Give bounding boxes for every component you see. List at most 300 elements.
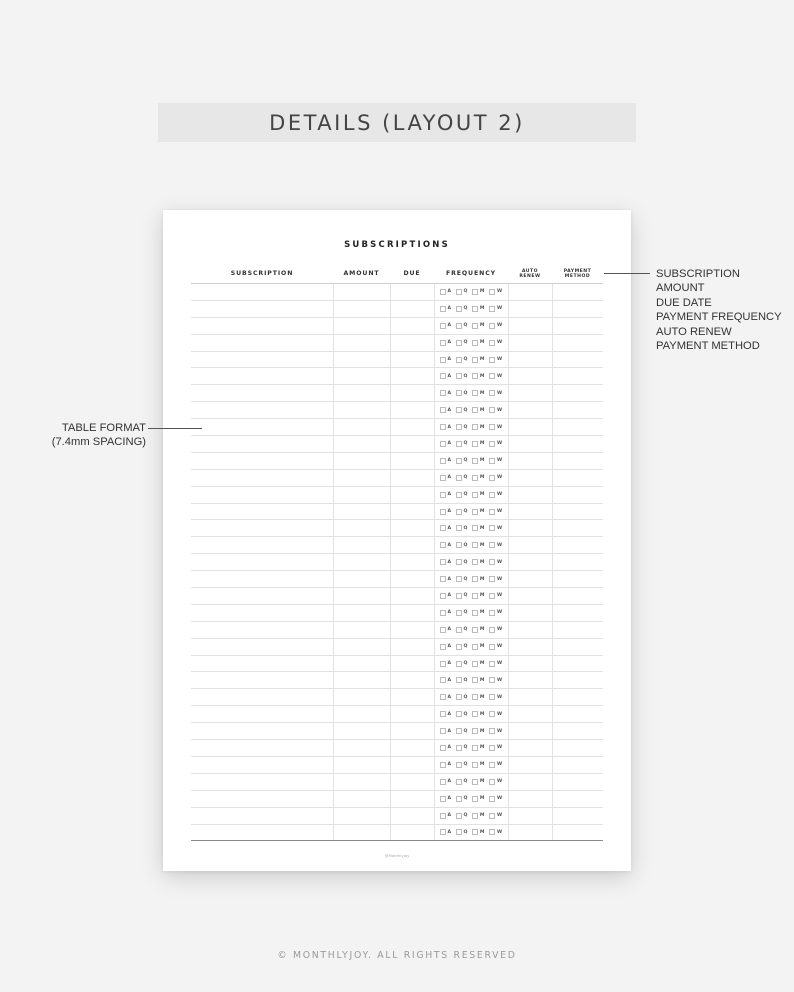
checkbox[interactable] (472, 475, 478, 481)
checkbox[interactable] (472, 796, 478, 802)
checkbox[interactable] (456, 373, 462, 379)
checkbox[interactable] (456, 627, 462, 633)
frequency-option[interactable] (440, 357, 451, 363)
frequency-option[interactable] (472, 357, 484, 363)
table-row[interactable] (191, 588, 603, 605)
frequency-options (434, 520, 508, 536)
frequency-option[interactable] (456, 424, 467, 430)
frequency-option[interactable] (440, 644, 451, 650)
checkbox[interactable] (489, 475, 495, 481)
frequency-option[interactable] (489, 796, 502, 802)
frequency-option[interactable] (472, 559, 484, 565)
frequency-option[interactable] (489, 390, 502, 396)
frequency-option[interactable] (440, 373, 451, 379)
frequency-option[interactable] (489, 373, 502, 379)
checkbox[interactable] (456, 390, 462, 396)
checkbox[interactable] (489, 441, 495, 447)
table-row[interactable] (191, 808, 603, 825)
frequency-option[interactable] (472, 340, 484, 346)
frequency-option[interactable] (472, 323, 484, 329)
frequency-option[interactable] (472, 576, 484, 582)
checkbox[interactable] (440, 644, 446, 650)
checkbox[interactable] (456, 745, 462, 751)
checkbox[interactable] (472, 357, 478, 363)
checkbox[interactable] (440, 728, 446, 734)
checkbox[interactable] (440, 576, 446, 582)
frequency-option[interactable] (440, 525, 451, 531)
frequency-option[interactable] (456, 829, 467, 835)
table-row[interactable] (191, 318, 603, 335)
checkbox[interactable] (440, 711, 446, 717)
checkbox[interactable] (440, 289, 446, 295)
table-row[interactable] (191, 520, 603, 537)
frequency-option[interactable] (456, 745, 467, 751)
checkbox[interactable] (456, 340, 462, 346)
checkbox[interactable] (472, 829, 478, 835)
checkbox[interactable] (472, 441, 478, 447)
frequency-option[interactable] (472, 745, 484, 751)
table-row[interactable] (191, 470, 603, 487)
checkbox[interactable] (456, 475, 462, 481)
table-row[interactable] (191, 571, 603, 588)
frequency-option[interactable] (456, 677, 467, 683)
frequency-option[interactable] (472, 475, 484, 481)
table-row[interactable] (191, 723, 603, 740)
frequency-option[interactable] (489, 576, 502, 582)
frequency-option[interactable] (440, 610, 451, 616)
checkbox[interactable] (472, 728, 478, 734)
checkbox[interactable] (489, 661, 495, 667)
frequency-option-label: M (479, 525, 485, 531)
frequency-option[interactable] (472, 542, 484, 548)
frequency-option[interactable] (456, 728, 467, 734)
table-row[interactable] (191, 436, 603, 453)
frequency-option[interactable] (456, 475, 467, 481)
frequency-option[interactable] (489, 424, 502, 430)
checkbox[interactable] (456, 441, 462, 447)
table-row[interactable] (191, 554, 603, 571)
checkbox[interactable] (456, 542, 462, 548)
frequency-option[interactable] (440, 340, 451, 346)
checkbox[interactable] (472, 694, 478, 700)
checkbox[interactable] (472, 323, 478, 329)
checkbox[interactable] (489, 542, 495, 548)
checkbox[interactable] (489, 796, 495, 802)
frequency-option[interactable] (440, 390, 451, 396)
frequency-option[interactable] (440, 796, 451, 802)
checkbox[interactable] (440, 390, 446, 396)
frequency-option[interactable] (440, 829, 451, 835)
checkbox[interactable] (472, 762, 478, 768)
frequency-option[interactable] (472, 677, 484, 683)
frequency-option[interactable] (440, 677, 451, 683)
frequency-option[interactable] (489, 813, 502, 819)
checkbox[interactable] (456, 644, 462, 650)
frequency-option[interactable] (440, 559, 451, 565)
frequency-option[interactable] (489, 593, 502, 599)
checkbox[interactable] (472, 661, 478, 667)
frequency-option[interactable] (472, 762, 484, 768)
checkbox[interactable] (440, 559, 446, 565)
checkbox[interactable] (456, 593, 462, 599)
table-row[interactable] (191, 368, 603, 385)
frequency-option[interactable] (472, 813, 484, 819)
checkbox[interactable] (440, 407, 446, 413)
checkbox[interactable] (489, 829, 495, 835)
frequency-option[interactable] (440, 542, 451, 548)
frequency-option[interactable] (440, 779, 451, 785)
frequency-option[interactable] (472, 306, 484, 312)
frequency-option[interactable] (472, 441, 484, 447)
checkbox[interactable] (456, 796, 462, 802)
table-row[interactable] (191, 672, 603, 689)
frequency-option[interactable] (440, 306, 451, 312)
checkbox[interactable] (472, 677, 478, 683)
checkbox[interactable] (440, 779, 446, 785)
checkbox[interactable] (489, 306, 495, 312)
frequency-option[interactable] (489, 525, 502, 531)
checkbox[interactable] (440, 745, 446, 751)
checkbox[interactable] (440, 829, 446, 835)
table-row[interactable] (191, 335, 603, 352)
checkbox[interactable] (456, 525, 462, 531)
checkbox[interactable] (440, 593, 446, 599)
frequency-option[interactable] (489, 407, 502, 413)
checkbox[interactable] (489, 289, 495, 295)
checkbox[interactable] (440, 306, 446, 312)
table-row[interactable] (191, 622, 603, 639)
frequency-option[interactable] (440, 458, 451, 464)
frequency-option[interactable] (472, 593, 484, 599)
checkbox[interactable] (489, 559, 495, 565)
checkbox[interactable] (456, 407, 462, 413)
frequency-option[interactable] (489, 677, 502, 683)
frequency-option[interactable] (456, 289, 467, 295)
checkbox[interactable] (440, 813, 446, 819)
checkbox[interactable] (440, 475, 446, 481)
frequency-option[interactable] (456, 458, 467, 464)
checkbox[interactable] (489, 728, 495, 734)
frequency-option[interactable] (472, 407, 484, 413)
frequency-option[interactable] (456, 661, 467, 667)
frequency-option[interactable] (440, 661, 451, 667)
frequency-option[interactable] (440, 745, 451, 751)
frequency-option[interactable] (472, 796, 484, 802)
checkbox[interactable] (440, 542, 446, 548)
frequency-option[interactable] (489, 340, 502, 346)
frequency-option[interactable] (489, 357, 502, 363)
checkbox[interactable] (489, 610, 495, 616)
checkbox[interactable] (456, 576, 462, 582)
frequency-option[interactable] (489, 661, 502, 667)
table-row[interactable] (191, 284, 603, 301)
checkbox[interactable] (472, 813, 478, 819)
frequency-option[interactable] (472, 289, 484, 295)
frequency-option[interactable] (489, 694, 502, 700)
checkbox[interactable] (440, 677, 446, 683)
checkbox[interactable] (456, 323, 462, 329)
table-row[interactable] (191, 402, 603, 419)
frequency-option[interactable] (489, 779, 502, 785)
frequency-option[interactable] (472, 829, 484, 835)
checkbox[interactable] (456, 458, 462, 464)
frequency-option[interactable] (456, 492, 467, 498)
frequency-option[interactable] (440, 289, 451, 295)
frequency-option[interactable] (456, 610, 467, 616)
frequency-option[interactable] (489, 610, 502, 616)
frequency-option[interactable] (440, 441, 451, 447)
checkbox[interactable] (489, 424, 495, 430)
checkbox[interactable] (456, 677, 462, 683)
frequency-option[interactable] (489, 475, 502, 481)
checkbox[interactable] (440, 610, 446, 616)
checkbox[interactable] (440, 424, 446, 430)
frequency-option[interactable] (440, 509, 451, 515)
frequency-option[interactable] (472, 458, 484, 464)
frequency-option[interactable] (472, 525, 484, 531)
checkbox[interactable] (472, 458, 478, 464)
checkbox[interactable] (456, 728, 462, 734)
checkbox[interactable] (472, 779, 478, 785)
checkbox[interactable] (456, 711, 462, 717)
frequency-option[interactable] (489, 559, 502, 565)
frequency-option[interactable] (456, 323, 467, 329)
frequency-option[interactable] (472, 509, 484, 515)
frequency-option[interactable] (456, 340, 467, 346)
frequency-option[interactable] (456, 813, 467, 819)
checkbox[interactable] (489, 694, 495, 700)
table-row[interactable] (191, 656, 603, 673)
frequency-option[interactable] (440, 711, 451, 717)
frequency-option[interactable] (456, 644, 467, 650)
checkbox[interactable] (472, 407, 478, 413)
checkbox[interactable] (489, 576, 495, 582)
checkbox[interactable] (456, 306, 462, 312)
frequency-option[interactable] (456, 306, 467, 312)
checkbox[interactable] (440, 323, 446, 329)
table-row[interactable] (191, 706, 603, 723)
frequency-option[interactable] (440, 762, 451, 768)
checkbox[interactable] (489, 813, 495, 819)
frequency-option[interactable] (489, 829, 502, 835)
checkbox[interactable] (456, 357, 462, 363)
frequency-option[interactable] (472, 390, 484, 396)
frequency-option[interactable] (440, 475, 451, 481)
checkbox[interactable] (489, 745, 495, 751)
table-row[interactable] (191, 301, 603, 318)
checkbox[interactable] (489, 677, 495, 683)
table-row[interactable] (191, 487, 603, 504)
checkbox[interactable] (472, 492, 478, 498)
checkbox[interactable] (456, 779, 462, 785)
checkbox[interactable] (489, 390, 495, 396)
checkbox[interactable] (440, 796, 446, 802)
frequency-option[interactable] (472, 492, 484, 498)
checkbox[interactable] (472, 576, 478, 582)
frequency-option[interactable] (440, 323, 451, 329)
checkbox[interactable] (489, 593, 495, 599)
frequency-option[interactable] (456, 779, 467, 785)
checkbox[interactable] (456, 694, 462, 700)
table-row[interactable] (191, 419, 603, 436)
frequency-option[interactable] (440, 492, 451, 498)
frequency-option[interactable] (440, 424, 451, 430)
checkbox[interactable] (472, 289, 478, 295)
checkbox[interactable] (472, 306, 478, 312)
frequency-option[interactable] (489, 728, 502, 734)
checkbox[interactable] (456, 610, 462, 616)
frequency-option[interactable] (472, 610, 484, 616)
checkbox[interactable] (440, 441, 446, 447)
checkbox[interactable] (489, 627, 495, 633)
frequency-option[interactable] (456, 694, 467, 700)
frequency-option[interactable] (472, 644, 484, 650)
checkbox[interactable] (456, 509, 462, 515)
checkbox[interactable] (456, 559, 462, 565)
checkbox[interactable] (489, 340, 495, 346)
checkbox[interactable] (456, 813, 462, 819)
frequency-option[interactable] (472, 779, 484, 785)
table-row[interactable] (191, 774, 603, 791)
checkbox[interactable] (489, 458, 495, 464)
table-row[interactable] (191, 791, 603, 808)
checkbox[interactable] (440, 525, 446, 531)
frequency-option[interactable] (440, 593, 451, 599)
frequency-option[interactable] (440, 728, 451, 734)
frequency-option[interactable] (489, 745, 502, 751)
checkbox[interactable] (472, 610, 478, 616)
checkbox[interactable] (489, 779, 495, 785)
checkbox[interactable] (440, 357, 446, 363)
table-row[interactable] (191, 825, 603, 842)
checkbox[interactable] (456, 661, 462, 667)
checkbox[interactable] (472, 373, 478, 379)
checkbox[interactable] (489, 323, 495, 329)
frequency-option[interactable] (456, 357, 467, 363)
frequency-option[interactable] (440, 627, 451, 633)
frequency-option[interactable] (456, 525, 467, 531)
frequency-option[interactable] (472, 373, 484, 379)
table-row[interactable] (191, 740, 603, 757)
frequency-option[interactable] (489, 509, 502, 515)
frequency-option[interactable] (456, 373, 467, 379)
checkbox[interactable] (489, 492, 495, 498)
checkbox[interactable] (440, 458, 446, 464)
checkbox[interactable] (440, 627, 446, 633)
frequency-option[interactable] (472, 661, 484, 667)
frequency-option[interactable] (440, 694, 451, 700)
frequency-option[interactable] (456, 576, 467, 582)
checkbox[interactable] (489, 357, 495, 363)
table-row[interactable] (191, 385, 603, 402)
checkbox[interactable] (472, 644, 478, 650)
checkbox[interactable] (489, 762, 495, 768)
frequency-option[interactable] (456, 559, 467, 565)
frequency-option[interactable] (456, 762, 467, 768)
checkbox[interactable] (489, 644, 495, 650)
table-row[interactable] (191, 352, 603, 369)
frequency-option[interactable] (489, 762, 502, 768)
table-row[interactable] (191, 689, 603, 706)
checkbox[interactable] (472, 559, 478, 565)
checkbox[interactable] (456, 289, 462, 295)
frequency-option[interactable] (440, 576, 451, 582)
frequency-option[interactable] (472, 424, 484, 430)
frequency-option[interactable] (489, 492, 502, 498)
frequency-option[interactable] (489, 323, 502, 329)
checkbox[interactable] (489, 525, 495, 531)
checkbox[interactable] (440, 762, 446, 768)
table-row[interactable] (191, 757, 603, 774)
frequency-option[interactable] (489, 627, 502, 633)
checkbox[interactable] (472, 745, 478, 751)
checkbox[interactable] (472, 593, 478, 599)
frequency-option[interactable] (472, 694, 484, 700)
table-row[interactable] (191, 537, 603, 554)
checkbox[interactable] (472, 340, 478, 346)
checkbox[interactable] (472, 424, 478, 430)
frequency-option[interactable] (489, 644, 502, 650)
checkbox[interactable] (456, 424, 462, 430)
frequency-option[interactable] (489, 542, 502, 548)
table-row[interactable] (191, 605, 603, 622)
frequency-option[interactable] (472, 711, 484, 717)
frequency-option[interactable] (456, 390, 467, 396)
frequency-option[interactable] (440, 407, 451, 413)
frequency-option[interactable] (456, 441, 467, 447)
checkbox[interactable] (489, 711, 495, 717)
frequency-option[interactable] (472, 627, 484, 633)
checkbox[interactable] (489, 407, 495, 413)
table-row[interactable] (191, 639, 603, 656)
checkbox[interactable] (456, 492, 462, 498)
frequency-option[interactable] (456, 407, 467, 413)
frequency-option[interactable] (456, 542, 467, 548)
checkbox[interactable] (489, 373, 495, 379)
checkbox[interactable] (472, 525, 478, 531)
frequency-option[interactable] (456, 796, 467, 802)
checkbox[interactable] (456, 829, 462, 835)
frequency-option[interactable] (489, 458, 502, 464)
frequency-option[interactable] (456, 509, 467, 515)
frequency-option[interactable] (456, 593, 467, 599)
checkbox[interactable] (440, 661, 446, 667)
checkbox[interactable] (440, 373, 446, 379)
table-row[interactable] (191, 453, 603, 470)
checkbox[interactable] (472, 390, 478, 396)
checkbox[interactable] (472, 627, 478, 633)
checkbox[interactable] (489, 509, 495, 515)
frequency-option[interactable] (489, 711, 502, 717)
frequency-option[interactable] (440, 813, 451, 819)
checkbox[interactable] (440, 340, 446, 346)
frequency-option[interactable] (456, 627, 467, 633)
checkbox[interactable] (440, 694, 446, 700)
frequency-option[interactable] (489, 441, 502, 447)
frequency-option[interactable] (489, 306, 502, 312)
checkbox[interactable] (472, 711, 478, 717)
column-divider (390, 791, 391, 807)
frequency-option[interactable] (472, 728, 484, 734)
frequency-option[interactable] (489, 289, 502, 295)
table-row[interactable] (191, 504, 603, 521)
checkbox[interactable] (456, 762, 462, 768)
checkbox[interactable] (440, 509, 446, 515)
frequency-option[interactable] (456, 711, 467, 717)
checkbox[interactable] (472, 542, 478, 548)
checkbox[interactable] (472, 509, 478, 515)
checkbox[interactable] (440, 492, 446, 498)
